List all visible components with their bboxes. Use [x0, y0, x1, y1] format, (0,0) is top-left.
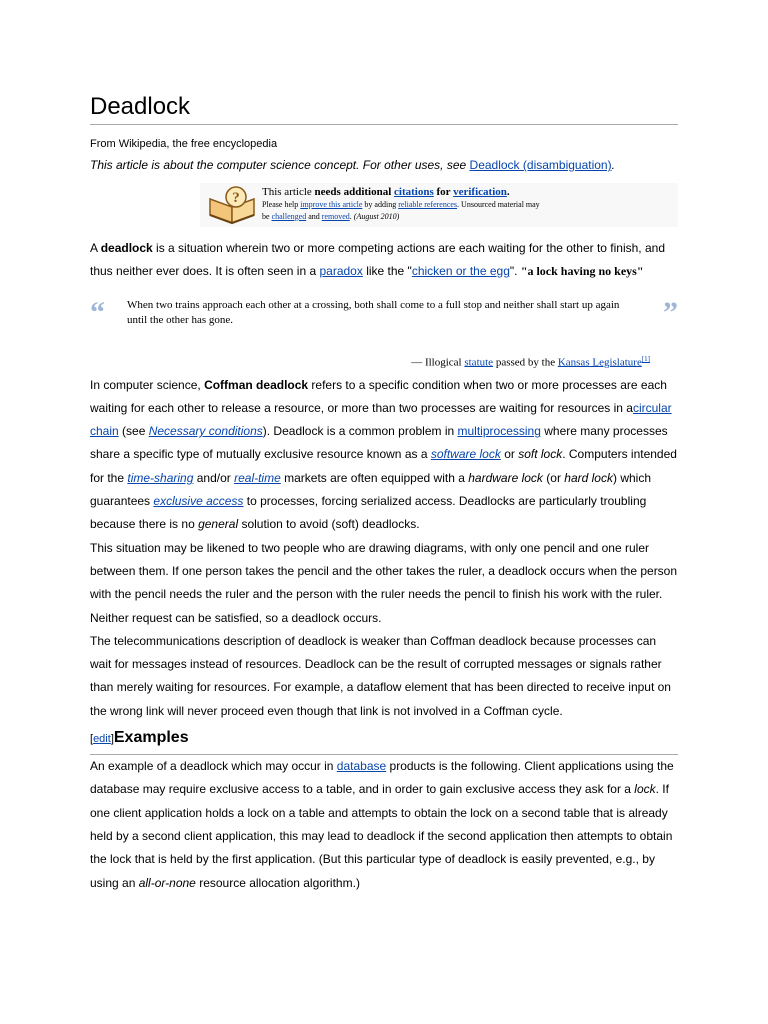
challenged-link[interactable]: challenged [271, 212, 307, 221]
edit-bracket-open: [ [90, 733, 94, 746]
necessary-conditions-link[interactable]: Necessary conditions [148, 424, 263, 439]
term-deadlock: deadlock [100, 241, 153, 255]
software-lock-link[interactable]: software lock [430, 447, 501, 462]
attr-text-b: passed by the [493, 356, 558, 369]
kansas-legislature-link[interactable]: Kansas Legislature [557, 356, 642, 369]
article [90, 92, 678, 895]
notice-text-2b: by adding [362, 200, 399, 209]
site-subtitle: From Wikipedia, the free encyclopedia [90, 138, 278, 150]
paragraph-intro [90, 237, 678, 284]
p2-f: where many processes share a specific type of mutually exclusive resource known as a [90, 424, 668, 462]
notice-end: . [506, 186, 510, 198]
p2-p: to processes, forcing serialized access. Deadlocks are particularly troubling because there is no [90, 494, 647, 532]
p5-b: products is the following. Client applications using the database may require exclusive access to a table, and in order to gain exclusive access they ask for a [90, 759, 674, 797]
paradox-link[interactable]: paradox [319, 264, 363, 279]
p2-k: markets are often equipped with a [280, 470, 469, 485]
notice-for: for [433, 186, 454, 198]
term-coffman-deadlock: Coffman deadlock [204, 377, 309, 392]
term-all-or-none: all-or-none [138, 875, 196, 890]
section-title: Examples [113, 729, 189, 747]
exclusive-access-link[interactable]: exclusive access [153, 494, 244, 509]
notice-text-2a: Please help [262, 200, 301, 209]
chicken-or-egg-link[interactable]: chicken or the egg [411, 264, 510, 279]
edit-section [90, 733, 114, 745]
removed-link[interactable]: removed [321, 212, 350, 221]
p2-d: (see [118, 424, 149, 439]
notice-line-3 [262, 211, 662, 223]
blockquote [90, 295, 678, 374]
multiprocessing-link[interactable]: multiprocessing [457, 424, 541, 439]
citation-notice [200, 183, 678, 227]
lock-no-keys-quote: "a lock having no keys" [520, 264, 644, 279]
p2-g: or [500, 447, 519, 462]
notice-line-1 [262, 186, 662, 199]
reliable-references-link[interactable]: reliable references [398, 200, 458, 209]
open-quote-mark: “ [90, 295, 105, 329]
statute-link[interactable]: statute [464, 356, 494, 369]
notice-text: This article [262, 186, 315, 198]
paragraph-example [90, 755, 678, 895]
hatnote [90, 157, 678, 173]
p2-m: (or [542, 470, 565, 485]
term-hardware-lock: hardware lock [468, 470, 543, 485]
edit-bracket-close: ] [110, 733, 114, 746]
p1-text-c: is a situation wherein two or more competing actions are each waiting for the other to finish, and thus neither ever does. It is often seen in a [90, 241, 665, 279]
notice-line-2 [262, 199, 662, 211]
svg-text:?: ? [232, 190, 240, 206]
improve-article-link[interactable]: improve this article [300, 200, 363, 209]
notice-text-3c: . [349, 212, 354, 221]
term-general: general [198, 517, 239, 532]
term-lock: lock [634, 782, 656, 797]
quote-attribution [411, 352, 650, 371]
hatnote-text: This article is about the computer science concept. For other uses, see [90, 158, 470, 172]
p5-d: . If one client application holds a lock on a table and attempts to obtain the lock on a second table that is already held by a second client application, this may lead to deadlock if the second application then attempts to obtain the lock that is held by the first application. (But this particular type of deadlock is easily prevented, e.g., by using an [90, 782, 673, 890]
term-soft-lock: soft lock [518, 447, 563, 462]
p2-r: solution to avoid (soft) deadlocks. [238, 517, 420, 532]
quote-text: When two trains approach each other at a crossing, both shall come to a full stop and neither shall start up again until the other has gone. [127, 298, 620, 326]
citations-link[interactable]: citations [394, 186, 434, 198]
database-link[interactable]: database [336, 759, 387, 774]
p2-e: ). Deadlock is a common problem in [262, 424, 458, 439]
notice-text-3b: and [306, 212, 322, 221]
hatnote-end: . [611, 158, 615, 172]
real-time-link[interactable]: real-time [234, 470, 281, 485]
verification-link[interactable]: verification [453, 186, 507, 198]
close-quote-mark: ” [663, 295, 678, 329]
reference-1-link[interactable]: [1] [641, 354, 650, 363]
p1-text-a: A [90, 241, 101, 255]
p2-o: ) which guarantees [90, 470, 651, 509]
p2-c: refers to a specific condition when two or more processes are each waiting for each other to release a resource, or more than two processes are waiting for resources in a [90, 377, 667, 415]
attr-text-a: — Illogical [411, 356, 465, 369]
p5-f: resource allocation algorithm.) [195, 875, 360, 890]
notice-bold: needs additional [314, 186, 395, 198]
p2-a: In computer science, [90, 377, 205, 392]
paragraph-coffman [90, 374, 678, 537]
p1-text-d: like the " [362, 264, 412, 279]
paragraph-analogy: This situation may be likened to two people who are drawing diagrams, with only one pencil and one ruler between them. If one person takes the pencil and the other takes the ruler, a deadlock occurs when the person with the pencil needs the ruler and the person with the ruler needs the pencil to finish his work with the ruler. Neither request can be satisfied, so a deadlock occurs. [90, 540, 678, 625]
p2-j: and/or [193, 470, 235, 485]
notice-text-2c: . Unsourced material may [457, 200, 540, 209]
section-heading-examples [90, 727, 678, 755]
notice-date: (August 2010) [353, 212, 400, 221]
circular-chain-link[interactable]: circular chain [90, 400, 672, 439]
p5-a: An example of a deadlock which may occur in [90, 759, 337, 774]
disambiguation-link[interactable]: Deadlock (disambiguation) [469, 158, 612, 172]
p2-i: . Computers intended for the [90, 447, 677, 485]
page-title: Deadlock [90, 92, 678, 125]
p1-text-e: ". [509, 264, 521, 279]
edit-section-link[interactable]: edit [93, 733, 111, 746]
question-book-icon [206, 185, 258, 225]
notice-text-3a: be [262, 212, 272, 221]
paragraph-telecom: The telecommunications description of deadlock is weaker than Coffman deadlock because processes can wait for messages instead of resources. Deadlock can be the result of corrupted messages or signals rather than merely waiting for resources. For example, a dataflow element that has been directed to receive input on the wrong link will never proceed even though that link is not involved in a Coffman cycle. [90, 633, 671, 718]
term-hard-lock: hard lock [564, 470, 613, 485]
time-sharing-link[interactable]: time-sharing [127, 470, 194, 485]
